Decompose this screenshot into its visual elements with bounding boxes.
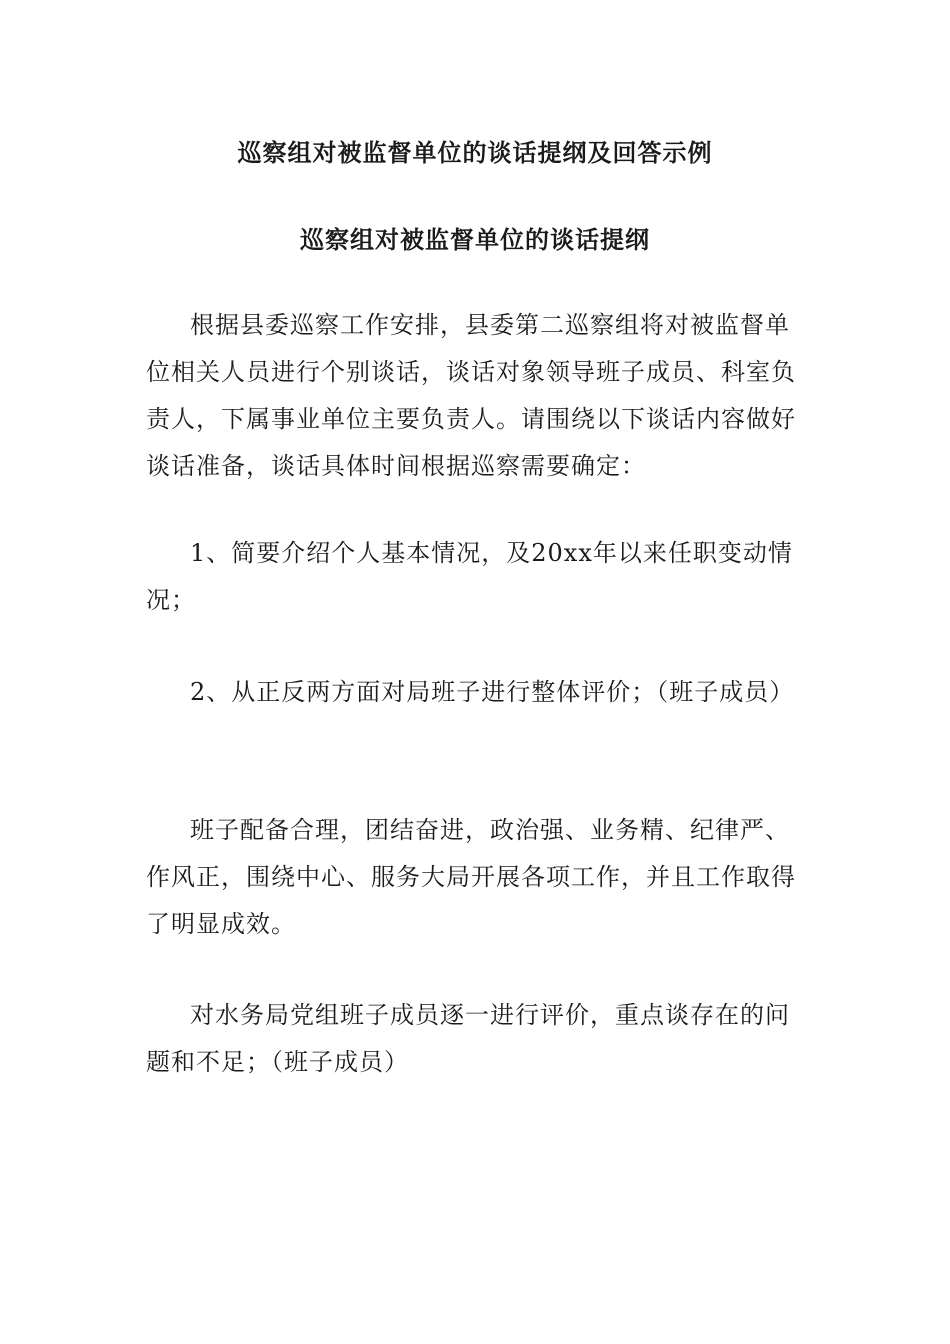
document-title: 巡察组对被监督单位的谈话提纲及回答示例 — [237, 138, 713, 167]
paragraph-intro: 根据县委巡察工作安排，县委第二巡察组将对被监督单位相关人员进行个别谈话，谈话对象领导班子成员、科室负责人，下属事业单位主要负责人。请围绕以下谈话内容做好谈话准备，谈话具体时间根据巡察需要确定： — [146, 311, 796, 480]
document-subtitle: 巡察组对被监督单位的谈话提纲 — [300, 225, 650, 254]
paragraph-answer: 班子配备合理，团结奋进，政治强、业务精、纪律严、作风正，围绕中心、服务大局开展各项工作，并且工作取得了明显成效。 — [146, 816, 796, 938]
paragraph-item-1: 1、简要介绍个人基本情况，及20xx年以来任职变动情况； — [146, 539, 793, 614]
paragraph-item-3: 对水务局党组班子成员逐一进行评价，重点谈存在的问题和不足；（班子成员） — [146, 1001, 790, 1076]
paragraph-item-2: 2、从正反两方面对局班子进行整体评价；（班子成员） — [190, 678, 795, 706]
